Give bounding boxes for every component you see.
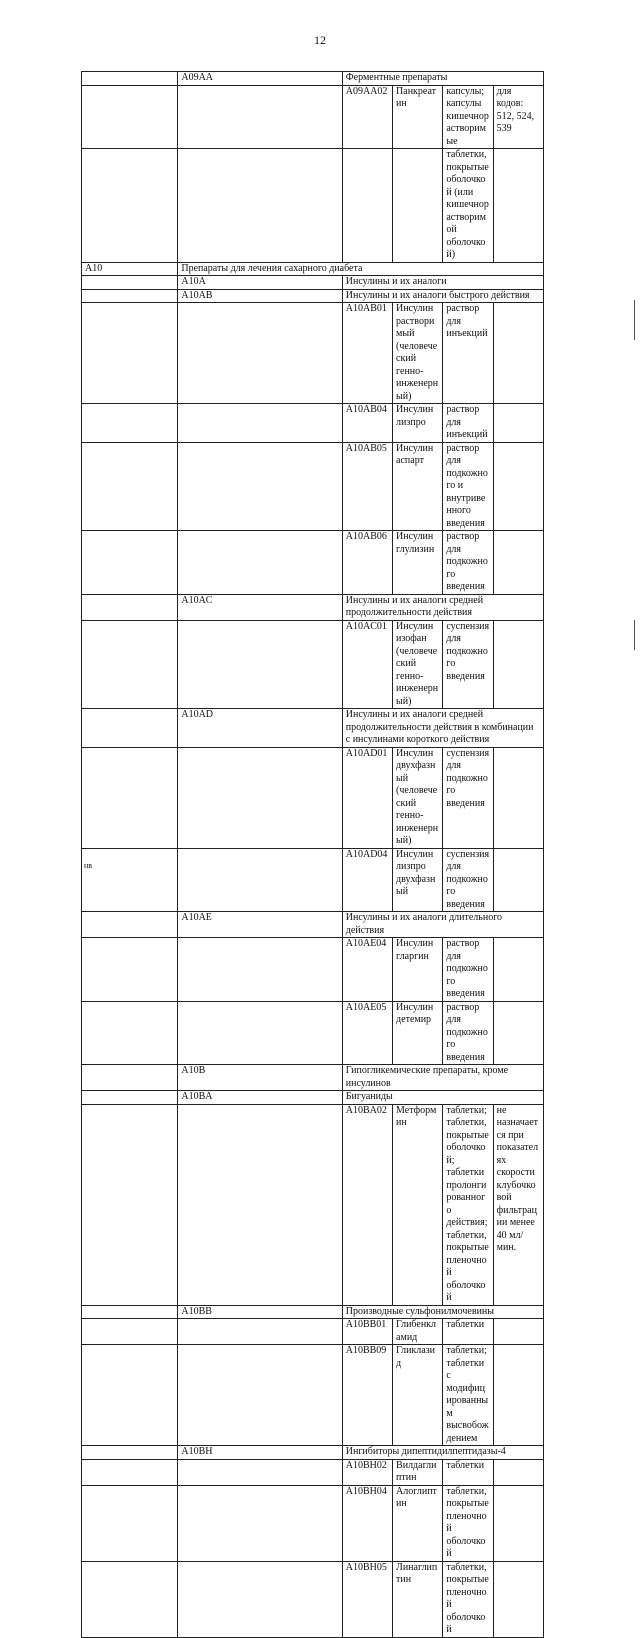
drug-name: Инсулин лизпро xyxy=(393,404,443,443)
atc-group-code: A10AD xyxy=(178,709,342,748)
atc-code: A10AB05 xyxy=(342,442,392,531)
empty-cell xyxy=(82,1104,178,1305)
empty-cell xyxy=(178,1319,342,1345)
empty-cell xyxy=(82,620,178,709)
atc-group-code: A10BA xyxy=(178,1091,342,1105)
empty-cell xyxy=(82,276,178,290)
empty-cell xyxy=(82,709,178,748)
empty-cell xyxy=(178,149,342,263)
table-row xyxy=(82,1345,544,1446)
group-name: Производные сульфонилмочевины xyxy=(342,1305,543,1319)
note xyxy=(493,404,543,443)
empty-cell xyxy=(178,1459,342,1485)
table-row xyxy=(82,85,544,149)
group-name: Инсулины и их аналоги длительного действия xyxy=(342,912,543,938)
table-row xyxy=(82,72,544,86)
drug-name: Вилдаглиптин xyxy=(393,1459,443,1485)
empty-cell xyxy=(178,1561,342,1637)
empty-cell xyxy=(82,289,178,303)
drug-name: Инсулин аспарт xyxy=(393,442,443,531)
table-row xyxy=(82,149,544,263)
table-row xyxy=(82,747,544,848)
empty-cell xyxy=(82,1459,178,1485)
empty-cell xyxy=(82,1345,178,1446)
empty-cell xyxy=(82,1065,178,1091)
empty-cell xyxy=(178,938,342,1002)
empty-cell xyxy=(82,1091,178,1105)
empty-cell xyxy=(82,912,178,938)
note xyxy=(493,848,543,912)
atc-group-code: A10BH xyxy=(178,1446,342,1460)
dosage-form: таблетки, покрытые оболочкой (или кишечнорастворимой оболочкой) xyxy=(443,149,493,263)
drug-name: Глибенкламид xyxy=(393,1319,443,1345)
drug-name: Панкреатин xyxy=(393,85,443,149)
table-row xyxy=(82,1305,544,1319)
note xyxy=(493,1485,543,1561)
table-row xyxy=(82,262,544,276)
empty-cell xyxy=(178,1104,342,1305)
empty-cell xyxy=(178,1345,342,1446)
atc-group-code: A10AE xyxy=(178,912,342,938)
group-name: Препараты для лечения сахарного диабета xyxy=(178,262,544,276)
group-name: Инсулины и их аналоги быстрого действия xyxy=(342,289,543,303)
atc-group-code: A10AC xyxy=(178,594,342,620)
empty-cell xyxy=(82,747,178,848)
table-row xyxy=(82,1561,544,1637)
empty-cell xyxy=(82,1001,178,1065)
table-row xyxy=(82,1091,544,1105)
empty-cell xyxy=(82,594,178,620)
empty-cell xyxy=(82,1485,178,1561)
footer-mark: нв xyxy=(84,861,93,870)
empty-cell xyxy=(82,1561,178,1637)
note: не назначается при показателях скорости клубочковой фильтрации менее 40 мл/мин. xyxy=(493,1104,543,1305)
drug-name: Инсулин детемир xyxy=(393,1001,443,1065)
atc-code: A10AD01 xyxy=(342,747,392,848)
note xyxy=(493,1345,543,1446)
group-name: Инсулины и их аналоги средней продолжительности действия в комбинации с инсулинами короткого действия xyxy=(342,709,543,748)
note: для кодов: 512, 524, 539 xyxy=(493,85,543,149)
table-row xyxy=(82,938,544,1002)
atc-group-code: A10BB xyxy=(178,1305,342,1319)
drug-name: Инсулин растворимый (человеческий генно-инженерный) xyxy=(393,303,443,404)
atc-level1-code: A10 xyxy=(82,262,178,276)
table-row xyxy=(82,276,544,290)
empty-cell xyxy=(82,531,178,595)
table-row xyxy=(82,1485,544,1561)
dosage-form: раствор для инъекций xyxy=(443,303,493,404)
atc-code: A10BA02 xyxy=(342,1104,392,1305)
empty-cell xyxy=(82,938,178,1002)
note xyxy=(493,938,543,1002)
empty-cell xyxy=(82,1446,178,1460)
dosage-form: таблетки; таблетки с модифицированным высвобождением xyxy=(443,1345,493,1446)
note xyxy=(493,620,543,709)
atc-code: A10AB04 xyxy=(342,404,392,443)
table-row xyxy=(82,404,544,443)
atc-code: A10AB06 xyxy=(342,531,392,595)
dosage-form: раствор для подкожного и внутривенного введения xyxy=(443,442,493,531)
drug-name: Инсулин гларгин xyxy=(393,938,443,1002)
group-name: Инсулины и их аналоги средней продолжительности действия xyxy=(342,594,543,620)
atc-code: A09AA02 xyxy=(342,85,392,149)
table-row xyxy=(82,289,544,303)
group-name: Бигуаниды xyxy=(342,1091,543,1105)
table-row xyxy=(82,709,544,748)
table-row xyxy=(82,1446,544,1460)
group-name: Гипогликемические препараты, кроме инсулинов xyxy=(342,1065,543,1091)
dosage-form: таблетки xyxy=(443,1319,493,1345)
dosage-form: раствор для подкожного введения xyxy=(443,531,493,595)
atc-code: A10BB01 xyxy=(342,1319,392,1345)
empty-cell xyxy=(82,1319,178,1345)
note xyxy=(493,442,543,531)
atc-group-code: A10A xyxy=(178,276,342,290)
empty-cell xyxy=(178,442,342,531)
atc-code: A10AD04 xyxy=(342,848,392,912)
scan-edge-mark xyxy=(634,620,635,650)
drug-name: Алоглиптин xyxy=(393,1485,443,1561)
empty-cell xyxy=(178,85,342,149)
empty-cell xyxy=(82,442,178,531)
empty-cell xyxy=(82,149,178,263)
atc-code: A10AE05 xyxy=(342,1001,392,1065)
table-row xyxy=(82,531,544,595)
empty-cell xyxy=(82,303,178,404)
empty-cell xyxy=(178,531,342,595)
dosage-form: таблетки; таблетки, покрытые оболочкой; таблетки пролонгированного действия; таблетки, покрытые пленочной оболочкой xyxy=(443,1104,493,1305)
drug-name: Инсулин глулизин xyxy=(393,531,443,595)
empty-cell xyxy=(82,1305,178,1319)
empty-cell xyxy=(82,848,178,912)
note xyxy=(493,1459,543,1485)
table-row xyxy=(82,1001,544,1065)
empty-cell xyxy=(178,1485,342,1561)
dosage-form: таблетки, покрытые пленочной оболочкой xyxy=(443,1485,493,1561)
note xyxy=(493,1319,543,1345)
page-number: 12 xyxy=(314,33,326,47)
table-row xyxy=(82,1065,544,1091)
note xyxy=(493,1001,543,1065)
dosage-form: таблетки xyxy=(443,1459,493,1485)
drug-name xyxy=(393,149,443,263)
atc-group-code: A10B xyxy=(178,1065,342,1091)
atc-code: A10BH05 xyxy=(342,1561,392,1637)
group-name: Ферментные препараты xyxy=(342,72,543,86)
atc-code: A10BH02 xyxy=(342,1459,392,1485)
dosage-form: суспензия для подкожного введения xyxy=(443,848,493,912)
atc-code: A10BH04 xyxy=(342,1485,392,1561)
group-name: Инсулины и их аналоги xyxy=(342,276,543,290)
drug-name: Гликлазид xyxy=(393,1345,443,1446)
drug-name: Инсулин двухфазный (человеческий генно-инженерный) xyxy=(393,747,443,848)
drug-name: Инсулин изофан (человеческий генно-инженерный) xyxy=(393,620,443,709)
atc-group-code: A09AA xyxy=(178,72,342,86)
table-row xyxy=(82,442,544,531)
table-row xyxy=(82,1319,544,1345)
atc-code: A10BB09 xyxy=(342,1345,392,1446)
empty-cell xyxy=(178,848,342,912)
atc-code: A10AE04 xyxy=(342,938,392,1002)
dosage-form: раствор для подкожного введения xyxy=(443,938,493,1002)
atc-code: A10AB01 xyxy=(342,303,392,404)
drug-register-table xyxy=(81,71,544,1638)
note xyxy=(493,531,543,595)
note xyxy=(493,149,543,263)
empty-cell xyxy=(178,404,342,443)
table-row xyxy=(82,912,544,938)
empty-cell xyxy=(178,747,342,848)
dosage-form: капсулы; капсулы кишечнорастворимые xyxy=(443,85,493,149)
table-row xyxy=(82,1104,544,1305)
atc-code: A10AC01 xyxy=(342,620,392,709)
empty-cell xyxy=(178,620,342,709)
table-row xyxy=(82,303,544,404)
table-row xyxy=(82,620,544,709)
note xyxy=(493,747,543,848)
empty-cell xyxy=(82,72,178,86)
empty-cell xyxy=(178,303,342,404)
drug-name: Инсулин лизпро двухфазный xyxy=(393,848,443,912)
empty-cell xyxy=(178,1001,342,1065)
dosage-form: таблетки, покрытые пленочной оболочкой xyxy=(443,1561,493,1637)
dosage-form: суспензия для подкожного введения xyxy=(443,620,493,709)
empty-cell xyxy=(82,85,178,149)
note xyxy=(493,1561,543,1637)
group-name: Ингибиторы дипептидилпептидазы-4 xyxy=(342,1446,543,1460)
dosage-form: раствор для подкожного введения xyxy=(443,1001,493,1065)
atc-code xyxy=(342,149,392,263)
note xyxy=(493,303,543,404)
dosage-form: суспензия для подкожного введения xyxy=(443,747,493,848)
drug-name: Линаглиптин xyxy=(393,1561,443,1637)
table-row xyxy=(82,848,544,912)
empty-cell xyxy=(82,404,178,443)
scan-edge-mark xyxy=(634,300,635,340)
drug-name: Метформин xyxy=(393,1104,443,1305)
atc-group-code: A10AB xyxy=(178,289,342,303)
table-row xyxy=(82,1459,544,1485)
dosage-form: раствор для инъекций xyxy=(443,404,493,443)
table-row xyxy=(82,594,544,620)
